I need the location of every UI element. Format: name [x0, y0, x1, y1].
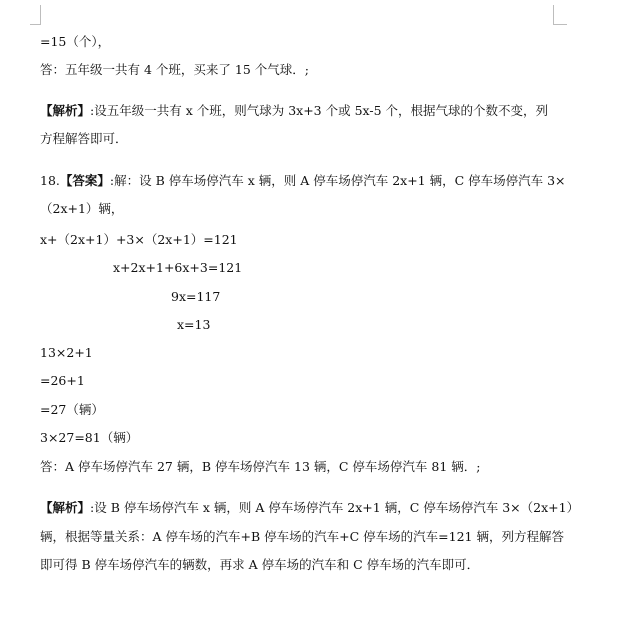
answer-label: 【答案】 [59, 173, 110, 188]
answer-text: :解：设 B 停车场停汽车 x 辆，则 A 停车场停汽车 2x+1 辆，C 停车场停汽车 3× [109, 173, 566, 188]
question-18-answer-line [40, 173, 566, 189]
calc-line: =26+1 [40, 373, 85, 388]
question-number: 18. [40, 173, 60, 188]
text-line: （2x+1）辆， [40, 201, 124, 216]
text-line: 方程解答即可． [40, 131, 128, 146]
calc-line: 13×2+1 [40, 345, 93, 360]
equation-line: x+（2x+1）+3×（2x+1）=121 [40, 232, 238, 247]
analysis-text: :设 B 停车场停汽车 x 辆，则 A 停车场停汽车 2x+1 辆，C 停车场停汽车 3×（2x+1） [90, 500, 580, 515]
answer-line: 答：五年级一共有 4 个班，买来了 15 个气球．; [40, 62, 309, 77]
crop-mark-top-left [40, 5, 41, 25]
equation-line: 9x=117 [171, 289, 221, 304]
calc-line: 3×27=81（辆） [40, 430, 139, 445]
crop-mark-top-left-horizontal [30, 24, 40, 25]
calc-line: =27（辆） [40, 402, 104, 417]
equation-line: x=13 [177, 317, 211, 332]
answer-line: 答：A 停车场停汽车 27 辆，B 停车场停汽车 13 辆，C 停车场停汽车 81 辆．; [40, 459, 481, 474]
equation-line: x+2x+1+6x+3=121 [113, 260, 243, 275]
text-line: =15（个）， [40, 34, 111, 49]
analysis-text: :设五年级一共有 x 个班，则气球为 3x+3 个或 5x-5 个，根据气球的个数不变，列 [90, 103, 549, 118]
text-line: 辆，根据等量关系：A 停车场的汽车+B 停车场的汽车+C 停车场的汽车=121 辆，列方程解答 [40, 529, 564, 544]
analysis-label: 【解析】 [40, 103, 91, 118]
crop-mark-top-right [553, 5, 554, 25]
text-line: 即可得 B 停车场停汽车的辆数，再求 A 停车场的汽车和 C 停车场的汽车即可． [40, 557, 480, 572]
analysis-label: 【解析】 [40, 500, 91, 515]
crop-mark-top-right-horizontal [553, 24, 567, 25]
analysis-line [40, 500, 579, 516]
analysis-line [40, 103, 548, 119]
